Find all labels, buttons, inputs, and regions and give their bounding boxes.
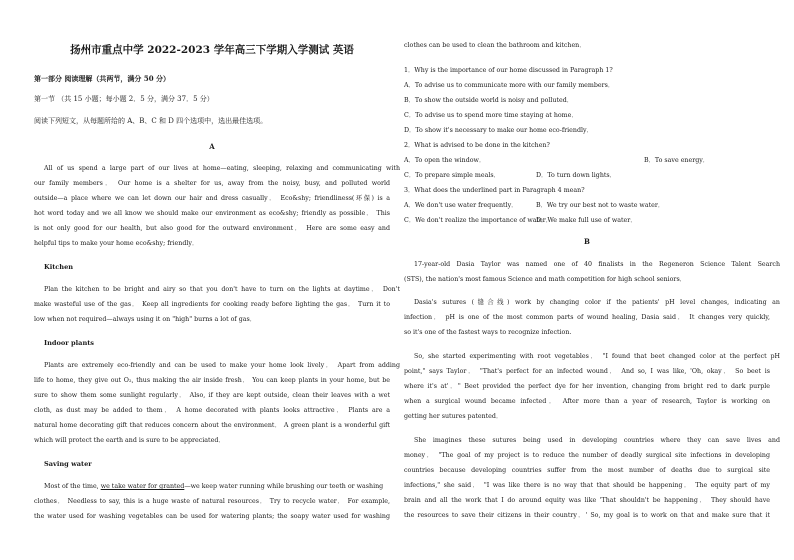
text-line: getting her sutures patented．: [404, 413, 503, 420]
text-line: which will protect the earth and is sure to be appreciated．: [34, 437, 225, 444]
instruction-text: 阅读下列短文，从每题所给的 A、B、C 和 D 四个选项中，选出最佳选项。: [34, 117, 268, 125]
text-line: brain and all the work that I do around equity was like 'That shouldn't be happening． They should have: [404, 497, 770, 504]
option-3d: D．We make full use of water．: [536, 217, 637, 224]
text-line: natural home decorating gift that reduces concern about the environment． A green plant is a wonderful gift: [34, 422, 390, 429]
text-line: the resources to save their citizens in their country．' So, my goal is to work on that and make sure that it: [404, 512, 770, 519]
text-line: cloth, as dust may be added to them． A home decorated with plants looks attractive． Plants are a: [34, 407, 390, 414]
text-line: so it's one of the fastest ways to recognize infection.: [404, 329, 572, 336]
text-line: 17-year-old Dasia Taylor was named one of 40 finalists in the Regeneron Science Talent Search: [414, 261, 780, 268]
option-2a: A．To open the window．: [404, 157, 486, 164]
option-3b: B．We try our best not to waste water．: [536, 202, 665, 209]
text-line: money． "The goal of my project is to reduce the number of deadly surgical site infections in developing: [404, 452, 770, 459]
text-line: sure to show them some sunlight regularly． Also, if they are kept outside, clean their leaves with a wet: [34, 392, 390, 399]
text-run: Most of the time,: [44, 483, 101, 490]
text-line: She imagines these sutures being used in developing countries where they can save lives and: [414, 437, 780, 444]
text-line: life to home, they give out O₂, thus making the air inside fresh． You can keep plants in your home, but be: [34, 377, 390, 384]
option-2b: B．To save energy．: [644, 157, 710, 164]
section1-heading: 第一节 （共 15 小题；每小题 2．5 分，满分 37．5 分）: [34, 95, 214, 103]
heading-kitchen: Kitchen: [44, 263, 74, 271]
text-line: [34, 482, 383, 491]
text-line: where it's at'．" Beet provided the perfect dye for her invention, changing from bright red to dark purple: [404, 383, 770, 390]
underlined-phrase: we take water for granted: [100, 483, 185, 490]
text-line: countries because developing countries suffer from the most number of deaths due to surgical site: [404, 467, 770, 474]
text-line: is not only good for our health, but also good for the outward environment． Here are some easy and: [34, 225, 390, 232]
text-run: —we keep water running while brushing our teeth or washing: [184, 483, 384, 490]
option-1d: D．To show it's necessary to make our home eco-friendly．: [404, 127, 593, 134]
text-line: when a surgical wound became infected． After more than a year of research, Taylor is working on: [404, 398, 770, 405]
text-line: All of us spend a large part of our lives at home—eating, sleeping, relaxing and communicating with: [44, 165, 400, 172]
option-3a: A．We don't use water frequently．: [404, 202, 518, 209]
text-line: point," says Taylor． "That's perfect for an infected wound． And so, I was like, 'Oh, okay． So beet is: [404, 368, 770, 375]
option-2d: D．To turn down lights．: [536, 172, 616, 179]
text-line: Plants are extremely eco-friendly and can be used to make your home look lively． Apart from adding: [44, 362, 400, 369]
text-line: So, she started experimenting with root vegetables． "I found that beet changed color at the perfect pH: [414, 353, 780, 360]
option-1a: A．To advise us to communicate more with our family members．: [404, 82, 615, 89]
question-3: 3．What does the underlined part in Paragraph 4 mean?: [404, 187, 585, 194]
option-1c: C．To advise us to spend more time staying at home．: [404, 112, 578, 119]
passage-a-label: A: [209, 142, 215, 151]
left-column: [34, 0, 400, 560]
question-1: 1．Why is the importance of our home discussed in Paragraph 1?: [404, 67, 613, 74]
text-line: helpful tips to make your home eco&shy; friendly．: [34, 240, 199, 247]
text-line: our family members． Our home is a shelter for us, away from the noisy, busy, and polluted world: [34, 180, 390, 187]
text-line: make wasteful use of the gas． Keep all ingredients for cooking ready before lighting the gas． Turn it to: [34, 301, 390, 308]
right-column: [404, 0, 780, 560]
text-line: hot word today and we all know we should make our environment as eco&shy; friendly as possible． This: [34, 210, 390, 217]
option-3c: C．We don't realize the importance of water．: [404, 217, 553, 224]
text-line: low when not required—always using it on "high" burns a lot of gas．: [34, 316, 257, 323]
heading-saving-water: Saving water: [44, 460, 92, 468]
heading-indoor-plants: Indoor plants: [44, 339, 94, 347]
text-line: clothes． Needless to say, this is a huge waste of natural resources． Try to recycle water． For example,: [34, 498, 390, 505]
text-line: infection． pH is one of the most common parts of wound healing, Dasia said． It changes very quickly,: [404, 314, 770, 321]
text-line: outside—a place where we can let down our hair and dress casually． Eco&shy; friendliness(环保) is a: [34, 195, 390, 202]
part1-heading: 第一部分 阅读理解（共两节，满分 50 分）: [34, 74, 171, 83]
question-2: 2．What is advised to be done in the kitchen?: [404, 142, 550, 149]
text-line: the water used for washing vegetables can be used for watering plants; the soapy water used for washing: [34, 513, 390, 520]
text-line: (STS), the nation's most famous Science and math competition for high school seniors．: [404, 276, 686, 283]
text-line: infections," she said． "I was like there is no way that that should be happening． The equity part of my: [404, 482, 770, 489]
text-line: Plan the kitchen to be bright and airy so that you don't have to turn on the lights at daytime． Don't: [44, 286, 400, 293]
option-2c: C．To prepare simple meals．: [404, 172, 500, 179]
text-line: clothes can be used to clean the bathroom and kitchen．: [404, 42, 586, 49]
passage-b-label: B: [584, 237, 590, 246]
option-1b: B．To show the outside world is noisy and polluted．: [404, 97, 574, 104]
exam-title: 扬州市重点中学 2022-2023 学年高三下学期入学测试 英语: [70, 44, 354, 56]
text-line: Dasia's sutures (缝合线) work by changing color if the patients' pH level changes, indicating an: [414, 299, 780, 306]
